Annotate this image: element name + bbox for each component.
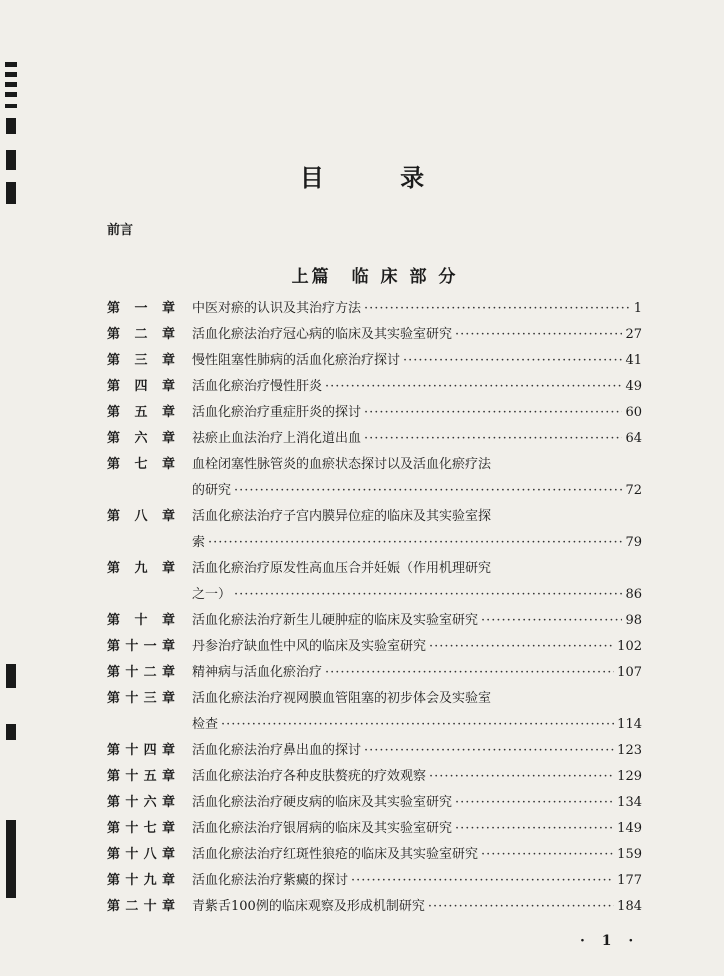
page-ref: 102: [617, 639, 642, 654]
chapter-number: 第十三章: [107, 691, 175, 706]
chapter-title: 活血化瘀法治疗银屑病的临床及其实验室研究: [192, 821, 453, 836]
toc-entry: [107, 348, 642, 374]
chapter-title: 活血化瘀法治疗鼻出血的探讨: [192, 743, 362, 758]
chapter-title: 的研究: [192, 483, 232, 498]
chapter-title: 活血化瘀法治疗新生儿硬肿症的临床及实验室研究: [192, 613, 479, 628]
chapter-number: 第二十章: [107, 899, 175, 914]
toc-entry: [107, 738, 642, 764]
page-ref: 86: [625, 587, 642, 602]
page-ref: 184: [617, 899, 642, 914]
page-ref: 107: [617, 665, 642, 680]
binding-mark: [6, 664, 16, 688]
chapter-title: 中医对瘀的认识及其治疗方法: [192, 301, 362, 316]
toc-entry: [107, 816, 642, 842]
chapter-title: 祛瘀止血法治疗上消化道出血: [192, 431, 362, 446]
page-ref: 98: [625, 613, 642, 628]
page-ref: 134: [617, 795, 642, 810]
chapter-title: 活血化瘀法治疗冠心病的临床及其实验室研究: [192, 327, 453, 342]
toc-entry: [107, 296, 642, 322]
dot-leader: [364, 400, 622, 426]
toc-entry: [107, 374, 642, 400]
dot-leader: [403, 348, 622, 374]
dot-leader: [234, 478, 622, 504]
part-title: 上篇 临 床 部 分: [291, 267, 459, 287]
chapter-number: 第五章: [107, 405, 175, 420]
table-of-contents: [107, 296, 642, 920]
page-ref: 41: [625, 353, 642, 368]
page-ref: 64: [625, 431, 642, 446]
chapter-number: 第一章: [107, 301, 175, 316]
chapter-title: 检查: [192, 717, 219, 732]
page-ref: 1: [633, 301, 642, 316]
chapter-title: 丹参治疗缺血性中风的临床及实验室研究: [192, 639, 427, 654]
page-ref: 159: [617, 847, 642, 862]
dot-leader: [364, 738, 614, 764]
chapter-title: 青紫舌100例的临床观察及形成机制研究: [192, 899, 425, 914]
chapter-number: 第十八章: [107, 847, 175, 862]
toc-entry: [107, 634, 642, 660]
chapter-number: 第十二章: [107, 665, 175, 680]
dot-leader: [428, 894, 614, 920]
dot-leader: [481, 608, 622, 634]
toc-entry: [107, 426, 642, 452]
chapter-number: 第十六章: [107, 795, 175, 810]
chapter-title: 活血化瘀法治疗子宫内膜异位症的临床及其实验室探: [192, 509, 492, 524]
page-ref: 123: [617, 743, 642, 758]
chapter-number: 第九章: [107, 561, 175, 576]
chapter-title: 活血化瘀法治疗紫癜的探讨: [192, 873, 349, 888]
chapter-title: 活血化瘀法治疗红斑性狼疮的临床及其实验室研究: [192, 847, 479, 862]
binding-mark: [5, 72, 17, 77]
toc-entry: [107, 452, 642, 504]
dot-leader: [364, 426, 622, 452]
chapter-title: 慢性阻塞性肺病的活血化瘀治疗探讨: [192, 353, 401, 368]
dot-leader: [455, 816, 614, 842]
toc-entry: [107, 660, 642, 686]
chapter-title: 之一）: [192, 587, 232, 602]
page-ref: 27: [625, 327, 642, 342]
dot-leader: [481, 842, 614, 868]
binding-mark: [5, 62, 17, 67]
dot-leader: [325, 374, 622, 400]
page-title: 目 录: [299, 164, 459, 192]
toc-entry: [107, 842, 642, 868]
page-ref: 79: [625, 535, 642, 550]
toc-entry: [107, 608, 642, 634]
page-ref: 149: [617, 821, 642, 836]
preface-label: 前言: [107, 223, 134, 238]
chapter-number: 第七章: [107, 457, 175, 472]
chapter-title: 精神病与活血化瘀治疗: [192, 665, 323, 680]
chapter-number: 第十七章: [107, 821, 175, 836]
chapter-number: 第八章: [107, 509, 175, 524]
toc-entry: [107, 790, 642, 816]
chapter-title: 活血化瘀治疗原发性高血压合并妊娠（作用机理研究: [192, 561, 492, 576]
chapter-number: 第十五章: [107, 769, 175, 784]
binding-mark: [6, 820, 16, 898]
toc-entry: [107, 868, 642, 894]
chapter-title: 活血化瘀治疗慢性肝炎: [192, 379, 323, 394]
chapter-number: 第十九章: [107, 873, 175, 888]
page-ref: 72: [625, 483, 642, 498]
chapter-number: 第十章: [107, 613, 175, 628]
chapter-number: 第十四章: [107, 743, 175, 758]
chapter-number: 第十一章: [107, 639, 175, 654]
chapter-title: 血栓闭塞性脉管炎的血瘀状态探讨以及活血化瘀疗法: [192, 457, 492, 472]
chapter-number: 第六章: [107, 431, 175, 446]
dot-leader: [221, 712, 614, 738]
chapter-number: 第四章: [107, 379, 175, 394]
dot-leader: [351, 868, 614, 894]
chapter-title: 索: [192, 535, 206, 550]
toc-entry: [107, 764, 642, 790]
toc-entry: [107, 400, 642, 426]
toc-entry: [107, 322, 642, 348]
chapter-title: 活血化瘀法治疗硬皮病的临床及其实验室研究: [192, 795, 453, 810]
binding-mark: [5, 82, 17, 87]
chapter-title: 活血化瘀法治疗视网膜血管阻塞的初步体会及实验室: [192, 691, 492, 706]
toc-entry: [107, 556, 642, 608]
chapter-number: 第三章: [107, 353, 175, 368]
dot-leader: [455, 322, 622, 348]
dot-leader: [234, 582, 622, 608]
dot-leader: [429, 764, 614, 790]
chapter-title: 活血化瘀治疗重症肝炎的探讨: [192, 405, 362, 420]
dot-leader: [208, 530, 622, 556]
dot-leader: [455, 790, 614, 816]
dot-leader: [429, 634, 614, 660]
binding-mark: [6, 724, 16, 740]
binding-edge: [0, 0, 22, 976]
toc-entry: [107, 686, 642, 738]
binding-mark: [5, 92, 17, 97]
chapter-number: 第二章: [107, 327, 175, 342]
chapter-title: 活血化瘀法治疗各种皮肤赘疣的疗效观察: [192, 769, 427, 784]
page-ref: 49: [625, 379, 642, 394]
dot-leader: [364, 296, 631, 322]
page-ref: 129: [617, 769, 642, 784]
dot-leader: [325, 660, 614, 686]
page-ref: 114: [617, 717, 642, 732]
page-number: · 1 ·: [580, 933, 640, 949]
binding-mark: [6, 118, 16, 134]
binding-mark: [5, 104, 17, 108]
toc-entry: [107, 504, 642, 556]
page-ref: 60: [625, 405, 642, 420]
page-ref: 177: [617, 873, 642, 888]
toc-entry: [107, 894, 642, 920]
